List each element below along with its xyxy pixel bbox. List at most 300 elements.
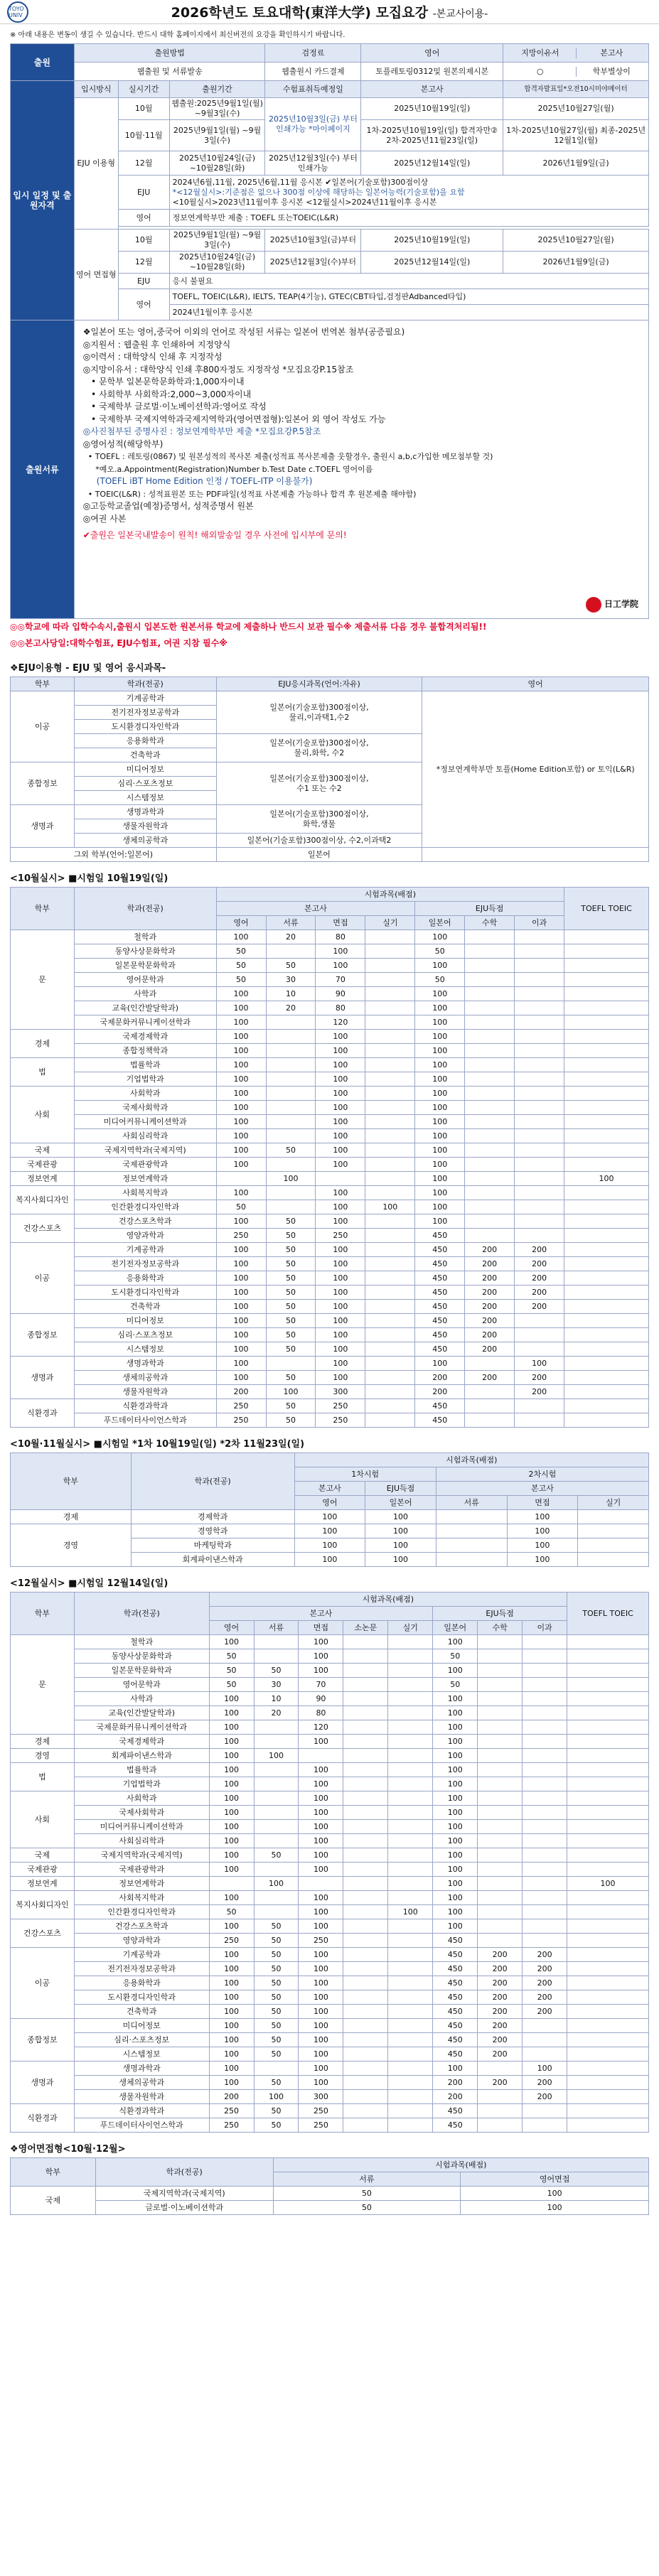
table-row — [11, 1934, 649, 1948]
score-cell — [388, 1891, 433, 1905]
score-cell: 100 — [415, 930, 465, 944]
score-cell — [365, 959, 415, 973]
apply-col-english: 영어 — [361, 44, 503, 63]
score-cell: 100 — [209, 1706, 254, 1720]
english-type-label: 영어 면접형 — [74, 230, 118, 320]
score-cell — [515, 1030, 564, 1044]
faculty-cell: 건강스포츠 — [11, 1214, 75, 1243]
score-cell — [567, 2062, 649, 2076]
score-cell: 100 — [299, 1919, 343, 1934]
score-cell — [365, 1015, 415, 1030]
table-row — [11, 1962, 649, 1976]
score-cell — [266, 1072, 316, 1087]
table-row — [11, 1229, 649, 1243]
table-row — [11, 1905, 649, 1919]
score-cell — [478, 1834, 523, 1848]
score-cell: 50 — [266, 1214, 316, 1229]
score-cell — [567, 1664, 649, 1678]
score-cell — [465, 1229, 515, 1243]
score-cell: 100 — [299, 2076, 343, 2090]
title-subtitle: -본교사이용- — [432, 9, 488, 20]
score-cell: 100 — [567, 1877, 649, 1891]
score-cell — [564, 1243, 649, 1257]
score-cell: 100 — [299, 1848, 343, 1863]
score-cell: 50 — [415, 973, 465, 987]
docs-line: ◎지원서 : 웹출원 후 인쇄하여 지정양식 — [82, 339, 231, 350]
score-cell — [465, 1214, 515, 1229]
score-cell — [388, 1635, 433, 1649]
score-cell — [465, 944, 515, 959]
eju-octnov-exam: 1차-2025년10월19일(일) 합격자만② 2차-2025년11월23일(일) — [361, 120, 503, 151]
dept-cell: 건축학과 — [74, 1300, 216, 1314]
s3-head: 일본어 — [365, 1496, 436, 1510]
dept-cell: 영양과학과 — [74, 1934, 209, 1948]
s3-head: EJU득점 — [365, 1482, 436, 1496]
dept-cell: 생체의공학과 — [74, 1371, 216, 1385]
score-cell: 100 — [209, 1834, 254, 1848]
table-row — [11, 1948, 649, 1962]
score-cell: 100 — [433, 1891, 478, 1905]
score-cell: 250 — [209, 2118, 254, 2133]
table-row — [11, 1058, 649, 1072]
score-cell: 50 — [266, 1143, 316, 1158]
score-cell: 100 — [365, 1510, 436, 1524]
score-cell — [388, 1948, 433, 1962]
score-cell — [388, 1706, 433, 1720]
dept-cell: 영양과학과 — [74, 1229, 216, 1243]
s3-head: 영어 — [294, 1496, 365, 1510]
octnov-exam-table — [10, 1453, 649, 1567]
s4-head: 소논문 — [343, 1621, 388, 1635]
score-cell: 200 — [515, 1385, 564, 1399]
dept-cell: 교육(인간발달학과) — [74, 1001, 216, 1015]
score-cell: 250 — [316, 1229, 365, 1243]
eju-dec-ticket: 2025년12월3일(수) 부터 인쇄가능 — [265, 151, 361, 176]
score-cell: 100 — [299, 1763, 343, 1777]
score-cell — [567, 1763, 649, 1777]
score-cell — [564, 1101, 649, 1115]
score-cell — [365, 1328, 415, 1342]
score-cell: 100 — [209, 1635, 254, 1649]
score-cell: 30 — [254, 1678, 299, 1692]
s1-head: 영어 — [422, 677, 649, 691]
score-cell: 50 — [209, 1664, 254, 1678]
score-cell: 10 — [266, 987, 316, 1001]
dept-cell: 생체의공학과 — [74, 2076, 209, 2090]
s5-head: 영어면접 — [461, 2172, 649, 2187]
eng-oct-exam: 2025년10월19일(일) — [361, 230, 503, 252]
table-row — [11, 2076, 649, 2090]
score-cell — [564, 1058, 649, 1072]
score-cell: 100 — [209, 1749, 254, 1763]
eng-dec-ticket: 2025년12월3일(수)부터 — [265, 252, 361, 274]
score-cell: 200 — [465, 1342, 515, 1357]
score-cell: 100 — [299, 1791, 343, 1806]
score-cell: 100 — [209, 1948, 254, 1962]
eng-dec-result: 2026년1월9일(금) — [503, 252, 649, 274]
score-cell: 100 — [316, 1371, 365, 1385]
score-cell: 100 — [266, 1385, 316, 1399]
score-cell: 100 — [316, 1357, 365, 1371]
score-cell: 100 — [299, 1735, 343, 1749]
score-cell — [478, 1934, 523, 1948]
score-cell — [343, 1635, 388, 1649]
table-row — [11, 1200, 649, 1214]
score-cell: 450 — [415, 1243, 465, 1257]
dept-cell: 인간환경디자인학과 — [74, 1905, 209, 1919]
score-cell — [523, 1919, 567, 1934]
s1-head: EJU응시과목(언어:자유) — [216, 677, 422, 691]
table-row — [11, 2104, 649, 2118]
score-cell: 50 — [266, 1413, 316, 1428]
score-cell: 250 — [216, 1229, 266, 1243]
score-cell — [254, 1806, 299, 1820]
score-cell: 100 — [209, 2019, 254, 2033]
score-cell — [465, 1357, 515, 1371]
score-cell — [567, 2076, 649, 2090]
score-cell — [567, 1635, 649, 1649]
s1-english-empty — [422, 848, 649, 862]
score-cell — [343, 1706, 388, 1720]
score-cell: 200 — [478, 2019, 523, 2033]
apply-reason — [503, 63, 649, 81]
s1-eju-line: 물리,이과택1,수2 — [289, 712, 350, 722]
score-cell — [564, 1015, 649, 1030]
score-cell: 450 — [415, 1314, 465, 1328]
score-cell: 100 — [216, 1371, 266, 1385]
score-cell — [254, 1777, 299, 1791]
score-cell — [523, 1863, 567, 1877]
score-cell — [515, 1158, 564, 1172]
score-cell — [388, 2076, 433, 2090]
score-cell: 100 — [216, 1101, 266, 1115]
score-cell — [388, 2033, 433, 2047]
score-cell — [254, 1763, 299, 1777]
table-row — [11, 1087, 649, 1101]
apply-label: 출원 — [11, 44, 75, 81]
score-cell: 100 — [216, 1342, 266, 1357]
faculty-cell: 경영 — [11, 1749, 75, 1763]
score-cell: 200 — [465, 1328, 515, 1342]
score-cell: 250 — [299, 2104, 343, 2118]
warning-2: ◎◎본고사당일:대학수험표, EJU수험표, 여권 지참 필수※ — [10, 638, 227, 648]
eju-english-label: 영어 — [118, 210, 169, 227]
score-cell: 100 — [209, 1791, 254, 1806]
s2-head: 영어 — [216, 916, 266, 930]
section2-title: <10월실시> ■시험일 10월19일(일) — [10, 873, 168, 884]
score-cell: 100 — [316, 1186, 365, 1200]
score-cell: 50 — [254, 2118, 299, 2133]
score-cell — [343, 1948, 388, 1962]
score-cell: 100 — [299, 1863, 343, 1877]
score-cell: 50 — [216, 944, 266, 959]
s1-eju — [216, 805, 422, 834]
score-cell: 50 — [254, 1976, 299, 1990]
eju-req-line1: 2024년6월,11월, 2025년6월,11월 응시본 ✔일본어(기술포함)300점이상 — [172, 177, 429, 187]
score-cell — [254, 1834, 299, 1848]
score-cell: 100 — [433, 1763, 478, 1777]
s1-dept: 심리·스포츠정보 — [74, 777, 216, 791]
eju-dec-result: 2026년1월9일(금) — [503, 151, 649, 176]
score-cell: 250 — [316, 1399, 365, 1413]
score-cell: 20 — [266, 930, 316, 944]
score-cell — [523, 1678, 567, 1692]
score-cell — [266, 1058, 316, 1072]
score-cell — [564, 1229, 649, 1243]
score-cell: 100 — [415, 1172, 465, 1186]
s2-head: 서류 — [266, 916, 316, 930]
dept-cell: 사회심리학과 — [74, 1834, 209, 1848]
score-cell: 50 — [254, 1664, 299, 1678]
score-cell: 200 — [465, 1371, 515, 1385]
score-cell: 100 — [209, 1820, 254, 1834]
s5-cell: 100 — [461, 2201, 649, 2215]
s4-head: TOEFL TOEIC — [567, 1593, 649, 1635]
score-cell — [365, 1129, 415, 1143]
faculty-cell: 국제관광 — [11, 1158, 75, 1172]
dept-cell: 사회심리학과 — [74, 1129, 216, 1143]
s1-faculty: 이공 — [11, 691, 75, 762]
page-title — [171, 2, 488, 21]
score-cell: 100 — [254, 2090, 299, 2104]
score-cell: 100 — [316, 1115, 365, 1129]
faculty-cell: 종합정보 — [11, 2019, 75, 2062]
score-cell — [465, 1385, 515, 1399]
score-cell: 450 — [433, 2118, 478, 2133]
score-cell — [564, 1342, 649, 1357]
score-cell — [388, 1692, 433, 1706]
score-cell — [478, 1735, 523, 1749]
dept-cell: 마케팅학과 — [131, 1538, 294, 1553]
dept-cell: 생명과학과 — [74, 1357, 216, 1371]
score-cell: 100 — [266, 1172, 316, 1186]
score-cell — [515, 1328, 564, 1342]
score-cell: 50 — [254, 1948, 299, 1962]
score-cell — [523, 1692, 567, 1706]
score-cell — [343, 1877, 388, 1891]
score-cell: 100 — [415, 1101, 465, 1115]
score-cell: 450 — [433, 2005, 478, 2019]
score-cell — [343, 1820, 388, 1834]
sched-head-result: 합격자발표일*오전10시미야메이터 — [503, 81, 649, 98]
score-cell — [388, 1806, 433, 1820]
score-cell — [388, 1720, 433, 1735]
dept-cell: 미디어정보 — [74, 1314, 216, 1328]
score-cell: 100 — [299, 1806, 343, 1820]
nikko-circle-icon — [586, 597, 601, 613]
score-cell: 450 — [415, 1286, 465, 1300]
score-cell — [388, 2062, 433, 2076]
score-cell — [343, 1791, 388, 1806]
s1-dept-label: 미디어정보 — [126, 764, 164, 774]
score-cell: 200 — [465, 1300, 515, 1314]
score-cell: 450 — [433, 1948, 478, 1962]
score-cell: 100 — [209, 1919, 254, 1934]
score-cell: 100 — [299, 1976, 343, 1990]
score-cell: 450 — [433, 1976, 478, 1990]
s1-dept: 시스템정보 — [74, 791, 216, 805]
table-row — [11, 1413, 649, 1428]
score-cell — [254, 1735, 299, 1749]
score-cell — [567, 1905, 649, 1919]
faculty-cell: 이공 — [11, 1948, 75, 2019]
score-cell — [266, 1030, 316, 1044]
score-cell — [523, 2047, 567, 2062]
dept-cell: 건강스포츠학과 — [74, 1919, 209, 1934]
faculty-cell: 식환경과 — [11, 1399, 75, 1428]
score-cell — [515, 1101, 564, 1115]
score-cell — [523, 1891, 567, 1905]
score-cell: 450 — [415, 1229, 465, 1243]
score-cell — [567, 1962, 649, 1976]
score-cell: 100 — [316, 1243, 365, 1257]
table-row — [11, 1172, 649, 1186]
score-cell — [465, 1101, 515, 1115]
score-cell: 100 — [415, 1115, 465, 1129]
dept-cell: 미디어커뮤니케이션학과 — [74, 1115, 216, 1129]
score-cell — [564, 1186, 649, 1200]
score-cell — [567, 1678, 649, 1692]
score-cell: 50 — [254, 2076, 299, 2090]
s2-head: 학과(전공) — [74, 888, 216, 930]
table-row — [11, 959, 649, 973]
score-cell — [254, 1863, 299, 1877]
s1-head: 학부 — [11, 677, 75, 691]
score-cell — [465, 1058, 515, 1072]
score-cell: 100 — [415, 959, 465, 973]
score-cell — [365, 1271, 415, 1286]
score-cell: 100 — [209, 1777, 254, 1791]
s4-head: EJU득점 — [433, 1607, 567, 1621]
score-cell: 50 — [266, 1342, 316, 1357]
score-cell — [523, 1905, 567, 1919]
score-cell: 250 — [209, 2104, 254, 2118]
score-cell — [254, 1720, 299, 1735]
score-cell: 100 — [415, 1158, 465, 1172]
table-row — [11, 1735, 649, 1749]
score-cell: 100 — [299, 2033, 343, 2047]
dept-cell: 국제사회학과 — [74, 1101, 216, 1115]
s5-head: 학부 — [11, 2158, 96, 2187]
s5-cell: 100 — [461, 2187, 649, 2201]
score-cell: 200 — [515, 1257, 564, 1271]
faculty-cell: 법 — [11, 1763, 75, 1791]
score-cell — [465, 1129, 515, 1143]
score-cell — [365, 1286, 415, 1300]
score-cell: 450 — [433, 2033, 478, 2047]
score-cell — [515, 959, 564, 973]
s2-head: 시험과목(배점) — [216, 888, 564, 902]
dept-cell: 기계공학과 — [74, 1243, 216, 1257]
score-cell: 100 — [216, 1072, 266, 1087]
score-cell: 100 — [216, 1115, 266, 1129]
eng-oct-period: 10월 — [118, 230, 169, 252]
score-cell — [523, 1649, 567, 1664]
score-cell — [343, 2047, 388, 2062]
score-cell — [515, 1129, 564, 1143]
score-cell: 100 — [433, 2062, 478, 2076]
score-cell — [567, 1806, 649, 1820]
score-cell — [266, 944, 316, 959]
score-cell — [465, 930, 515, 944]
score-cell: 50 — [254, 2104, 299, 2118]
faculty-cell: 식환경과 — [11, 2104, 75, 2133]
score-cell: 100 — [433, 1863, 478, 1877]
eju-req-line3: <10월실시>2023년11월이후 응시본 <12월실시>2024년11월이후 응시본 — [172, 197, 437, 207]
score-cell — [515, 1229, 564, 1243]
docs-footer: ✔출원은 일본국내발송이 원칙! 해외발송일 경우 사전에 입시부에 문의! — [82, 530, 347, 540]
sched-head-apply: 출원기간 — [169, 81, 265, 98]
dept-cell: 인간환경디자인학과 — [74, 1200, 216, 1214]
score-cell: 100 — [299, 2019, 343, 2033]
dept-cell: 사학과 — [74, 987, 216, 1001]
score-cell — [266, 1087, 316, 1101]
s4-head: 학과(전공) — [74, 1593, 209, 1635]
score-cell — [388, 2005, 433, 2019]
score-cell: 100 — [433, 1735, 478, 1749]
score-cell — [567, 2033, 649, 2047]
logo-text: TOYO UNIV — [9, 6, 24, 18]
dept-cell: 국제지역학과(국제지역) — [74, 1143, 216, 1158]
s1-eju-line: 일본어 — [216, 848, 422, 862]
sched-head-exam: 본고사 — [361, 81, 503, 98]
university-logo-icon — [7, 1, 28, 23]
dept-cell: 푸드데이터사이언스학과 — [74, 2118, 209, 2133]
score-cell: 100 — [316, 944, 365, 959]
table-row — [11, 1001, 649, 1015]
score-cell: 100 — [209, 1763, 254, 1777]
score-cell: 100 — [216, 1044, 266, 1058]
score-cell — [465, 1200, 515, 1214]
eju-english-line: 정보연계학부만 제출 : TOEFL 또는TOEIC(L&R) — [169, 210, 648, 227]
score-cell: 100 — [299, 1635, 343, 1649]
section1-title: ❖EJU이용형 - EJU 및 영어 응시과목- — [10, 663, 166, 674]
dept-cell: 국제문화커뮤니케이션학과 — [74, 1720, 209, 1735]
faculty-cell: 법 — [11, 1058, 75, 1087]
s3-head: 서류 — [436, 1496, 507, 1510]
score-cell: 100 — [415, 1044, 465, 1058]
score-cell — [515, 1087, 564, 1101]
table-row — [11, 1791, 649, 1806]
score-cell: 250 — [299, 1934, 343, 1948]
notice-text: ※ 아래 내용은 변동이 생길 수 있습니다. 반드시 대학 홈페이지에서 최신버전의 요강을 확인하시기 바랍니다. — [10, 31, 345, 39]
score-cell — [254, 1635, 299, 1649]
score-cell: 200 — [523, 1976, 567, 1990]
score-cell — [515, 973, 564, 987]
score-cell: 250 — [216, 1413, 266, 1428]
score-cell — [567, 1720, 649, 1735]
score-cell — [343, 1749, 388, 1763]
s1-dept: 기계공학과 — [74, 691, 216, 706]
score-cell — [365, 1342, 415, 1357]
score-cell: 200 — [523, 2076, 567, 2090]
score-cell — [388, 1834, 433, 1848]
faculty-cell: 문 — [11, 930, 75, 1030]
score-cell: 90 — [299, 1692, 343, 1706]
s4-head: 서류 — [254, 1621, 299, 1635]
faculty-cell: 이공 — [11, 1243, 75, 1314]
apply-col-reason — [503, 44, 649, 63]
dept-cell: 도시환경디자인학과 — [74, 1286, 216, 1300]
score-cell: 200 — [415, 1371, 465, 1385]
faculty-cell: 생명과 — [11, 2062, 75, 2104]
table-row — [11, 1848, 649, 1863]
faculty-cell: 문 — [11, 1635, 75, 1735]
score-cell: 100 — [316, 1271, 365, 1286]
dept-cell: 국제경제학과 — [74, 1030, 216, 1044]
score-cell — [365, 1101, 415, 1115]
table-row — [11, 1143, 649, 1158]
